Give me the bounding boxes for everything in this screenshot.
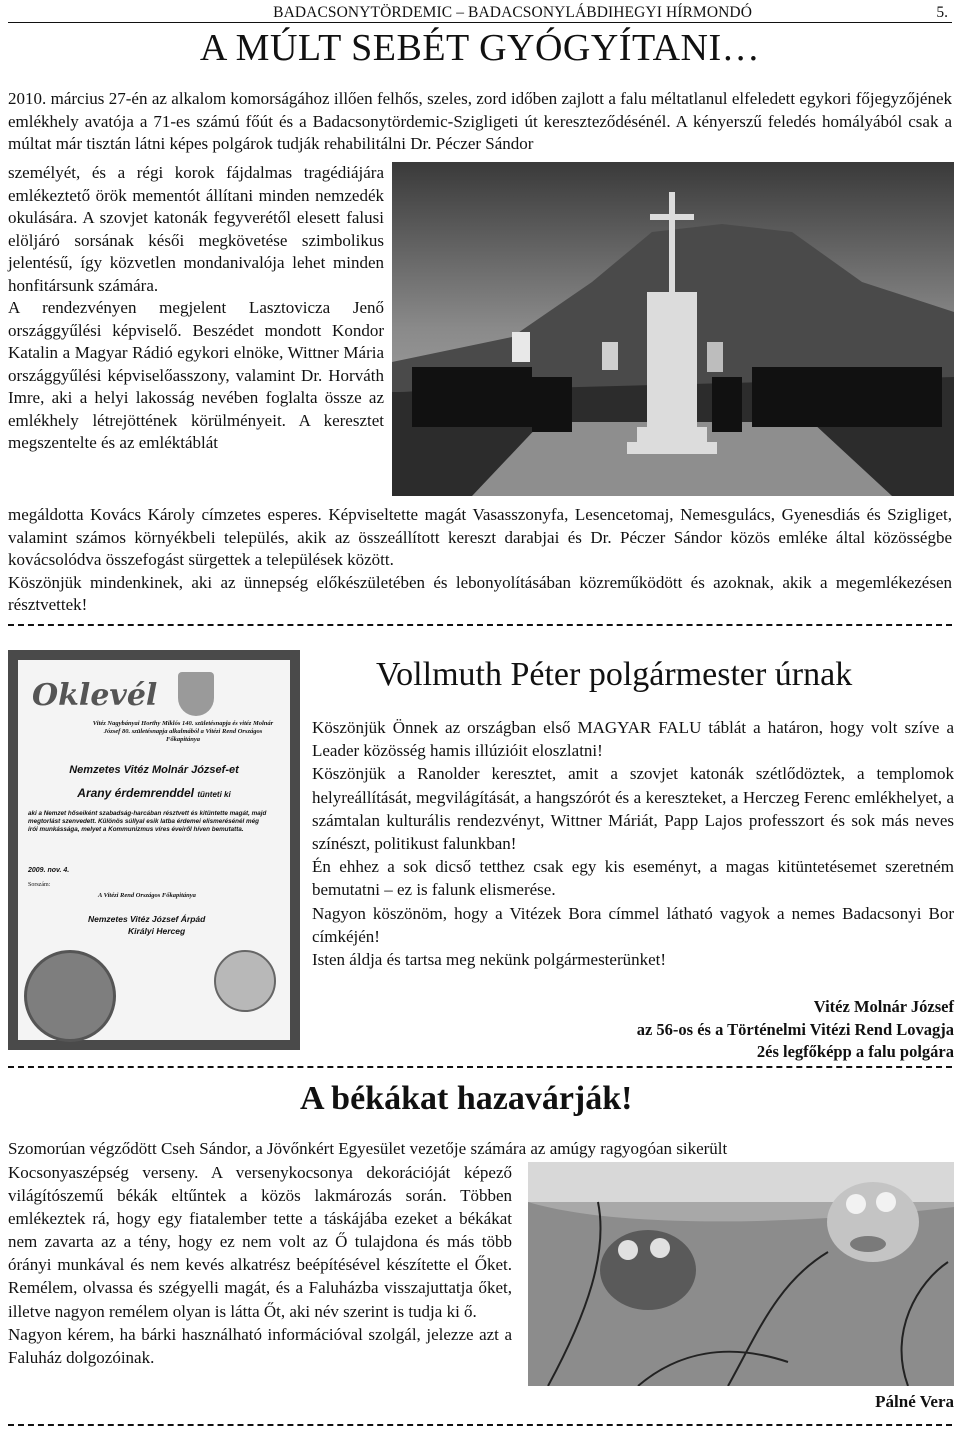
certificate-serial: Sorszám: <box>28 882 51 888</box>
article-column-text <box>8 162 384 455</box>
signature-title: az 56-os és a Történelmi Vitézi Rend Lovagja <box>636 1019 954 1039</box>
frogs-first-line: Szomorúan végződött Cseh Sándor, a Jövőnkért Egyesület vezetője számára az amúgy ragyogóan sikerült <box>8 1139 728 1158</box>
continuation-paragraph-1: megáldotta Kovács Károly címzetes esperes. Képviseltette magát Vasasszonyfa, Lesencetomaj, Nemesgulács, Gyenesdiás és Szigliget, valamint számos környékbeli település, akik az összeállított kereszt darabjai és Dr. Péczer Sándor közös emléke által közösségbe kovácsolódva összefogást sürgettek a települések között. <box>8 505 952 569</box>
certificate-intro: Vitéz Nagybányai Horthy Miklós 140. születésnapja és vitéz Molnár József 80. születésnapja alkalmából a Vitézi Rend Országos Főkapitánya <box>92 720 274 743</box>
certificate-heading: Oklevél <box>32 678 158 713</box>
column-paragraph-2: A rendezvényen megjelent Lasztovicza Jenő országgyűlési képviselő. Beszédet mondott Kondor Katalin a Magyar Rádió egykori elnöke, Wittner Mária országgyűlési képviselőasszony, valamint Dr. Horváth Imre, aki a helyi lakosság nevében foglalta össze az emlékhely létrejöttének körülményeit. A keresztet megszentelte és az emléktáblát <box>8 298 384 452</box>
letter-paragraph-4: Nagyon köszönöm, hogy a Vitézek Bora címmel látható vagyok a nemes Badacsonyi Bor címkéjén! <box>312 903 954 946</box>
continuation-paragraph-2: Köszönjük mindenkinek, aki az ünnepség előkészületében és lebonyolításában közreműködött és azoknak, akik a megemlékezésen résztvettek! <box>8 572 952 614</box>
frogs-article-body <box>8 1161 512 1369</box>
frogs-paragraph-2: Nagyon kérem, ha bárki használható információval szolgál, jelezze azt a Faluház dolgozóinak. <box>8 1324 512 1367</box>
seal-stamp-icon <box>214 950 276 1012</box>
section-divider <box>8 624 952 626</box>
frogs-article-signature: Pálné Vera <box>875 1392 954 1411</box>
coat-of-arms-icon <box>178 672 214 716</box>
certificate-office: A Vitézi Rend Országos Főkapitánya <box>98 892 196 899</box>
certificate-recipient: Nemzetes Vitéz Molnár József-et <box>69 764 239 776</box>
frogs-article-title: A békákat hazavárják! <box>300 1080 633 1117</box>
letter-paragraph-5: Isten áldja és tartsa meg nekünk polgármesterünket! <box>312 950 667 970</box>
certificate-signer: Nemzetes Vitéz József Árpád <box>88 914 206 924</box>
footer-divider <box>8 1424 952 1426</box>
letter-paragraph-2: Köszönjük a Ranolder keresztet, amit a szovjet katonák szétlődöztek, a templomok helyreállítását, megvilágítását, a hangszórót és a kereszteket, a Herczeg Ferenc emlékhelyet, a számtalan kulturális rendezvényt, Wittner Máriát, Papp Lajos professzort és sok más neves színészt, politikust falunkban! <box>312 764 954 854</box>
certificate-date: 2009. nov. 4. <box>28 867 70 874</box>
certificate-body: aki a Nemzet hőseiként szabadság-harcában résztvett és kitüntette magát, majd megtorlást szenvedett. Különös súllyal esik latba érdemei elismerésénél még írói munkássága, melyet a Kommunizmus víres éveiről híven bemutatta. <box>28 810 267 833</box>
page-number: 5. <box>936 4 948 21</box>
frogs-photo-illustration <box>528 1162 954 1386</box>
certificate-image <box>8 650 300 1050</box>
letter-body <box>312 716 954 971</box>
article-title: A MÚLT SEBÉT GYÓGYÍTANI… <box>199 27 761 69</box>
article-continuation <box>8 504 952 617</box>
certificate-award-line <box>18 786 290 800</box>
frogs-paragraph-1: Kocsonyaszépség verseny. A versenykocsonya dekorációját képező világítószemű békák eltűntek a közös lakmározás során. Többen emlékeztek rá, hogy egy fiatalember tette a táskájába ezeket a békákat nem zavarta az a tény, hogy ez nem volt az Ő tulajdona és más több órányi munkával és nem kevés alkatrész beépítésével készítette el Őket. Remélem, olvassa és szégyelli magát, és a Faluházba visszajuttatja őket, illetve nagyon remélem olyan is látta Őt, aki név szerint is tudja ki ő. <box>8 1163 512 1321</box>
column-paragraph-1: személyét, és a régi korok fájdalmas tragédiájára emlékeztető örök mementót állítani minden nemzedék okulására. A szovjet katonák fegyverétől elesett falusi elöljáró sorsának késői megkövetése szimbolikus jelentésű, így közvetlen mondanivalója lehet minden honfitársunk számára. <box>8 163 384 295</box>
certificate-award: Arany érdemrenddel <box>77 786 195 800</box>
article-intro-paragraph: 2010. március 27-én az alkalom komorságához illően felhős, szeles, zord időben zajlott a falu méltatlanul elfeledett egykori főjegyzőjének emlékhely avatója a 71-es számú főút és a Badacsonytördemic-Szigligeti út kereszteződésénél. A kényerszű feledés homályából csak a múltat már tisztán látni képes polgárok tudják rehabilitálni Dr. Péczer Sándor <box>8 89 952 153</box>
letter-paragraph-3: Én ehhez a sok dicső tetthez csak egy kis eseményt, a magas kitüntetésemet szeretném bemutatni – ez is falunk elismerése. <box>312 857 954 900</box>
certificate-signer-title: Királyi Herceg <box>128 926 186 936</box>
certificate-paper <box>18 660 290 1040</box>
frogs-photo <box>528 1162 954 1386</box>
letter-signature <box>637 996 954 1064</box>
letter-title: Vollmuth Péter polgármester úrnak <box>376 656 853 693</box>
memorial-photo-illustration <box>392 162 954 496</box>
memorial-cross-photo <box>392 162 954 496</box>
signature-role: 2és legfőképp a falu polgára <box>756 1042 954 1061</box>
signature-name: Vitéz Molnár József <box>813 997 954 1016</box>
letter-paragraph-1: Köszönjük Önnek az országban első MAGYAR FALU táblát a határon, hogy volt szíve a Leader közösség hamis illúzióit eloszlatni! <box>312 718 954 761</box>
page-header <box>8 2 952 22</box>
medal-portrait-icon <box>24 950 116 1042</box>
header-rule <box>8 22 952 23</box>
newsletter-title: BADACSONYTÖRDEMIC – BADACSONYLÁBDIHEGYI HÍRMONDÓ <box>273 4 752 21</box>
certificate-award-suffix: tünteti ki <box>197 790 231 799</box>
section-divider-2 <box>8 1066 952 1068</box>
